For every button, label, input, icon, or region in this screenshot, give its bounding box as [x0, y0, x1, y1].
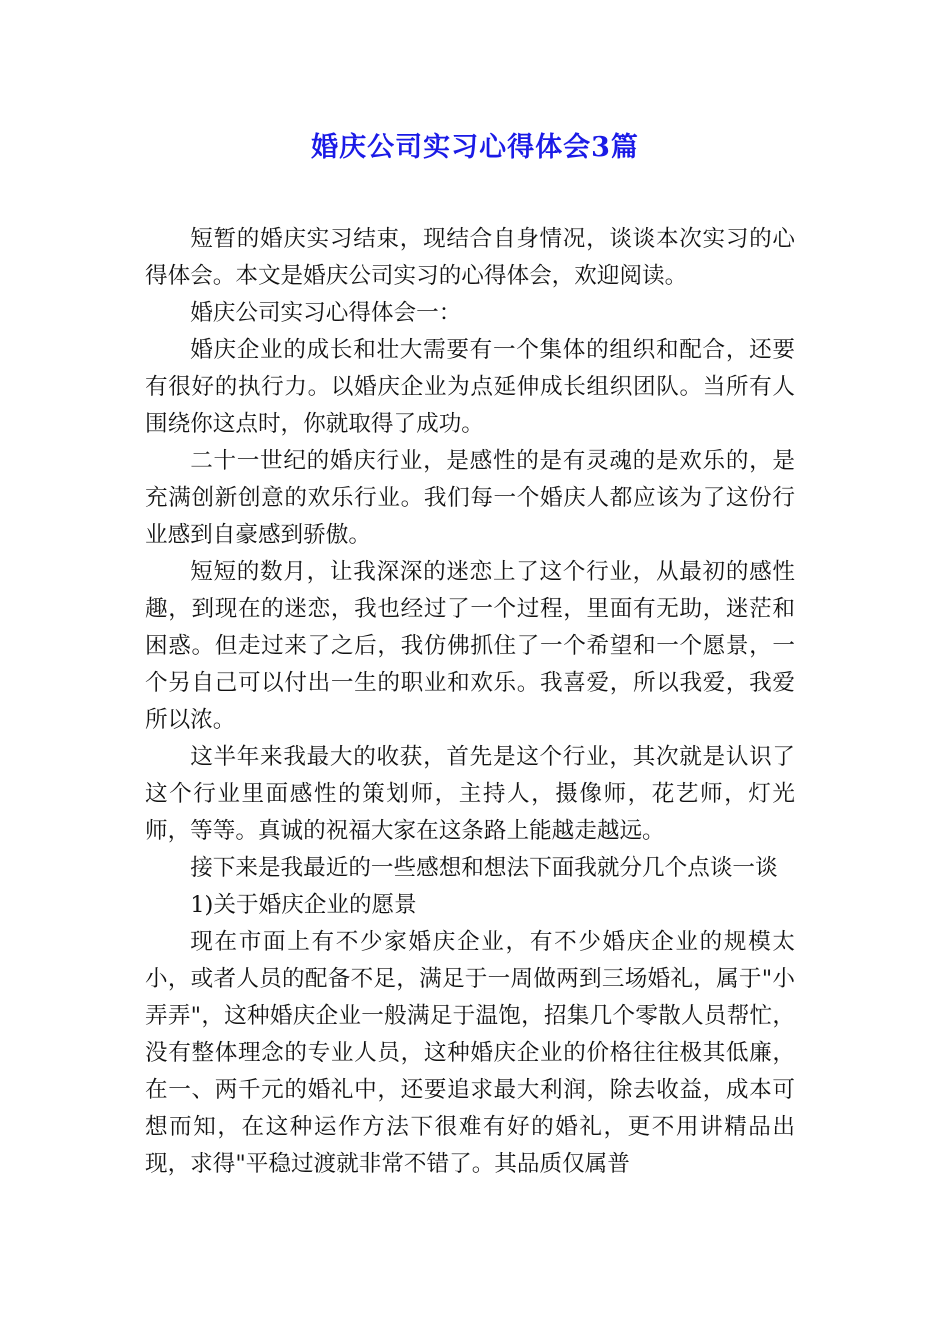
paragraph-section-heading: 婚庆公司实习心得体会一： — [190, 300, 462, 326]
paragraph: 短短的数月，让我深深的迷恋上了这个行业，从最初的感性趣，到现在的迷恋，我也经过了一个过程，里面有无助，迷茫和困惑。但走过来了之后，我仿佛抓住了一个希望和一个愿景，一个另自己可以付出一生的职业和欢乐。我喜爱，所以我爱，我爱所以浓。 — [145, 559, 795, 733]
paragraph: 接下来是我最近的一些感想和想法下面我就分几个点谈一谈 — [190, 855, 778, 881]
paragraph: 这半年来我最大的收获，首先是这个行业，其次就是认识了这个行业里面感性的策划师，主持人，摄像师，花艺师，灯光师，等等。真诚的祝福大家在这条路上能越走越远。 — [145, 744, 795, 844]
paragraph: 二十一世纪的婚庆行业，是感性的是有灵魂的是欢乐的，是充满创新创意的欢乐行业。我们每一个婚庆人都应该为了这份行业感到自豪感到骄傲。 — [145, 448, 795, 548]
paragraph: 婚庆企业的成长和壮大需要有一个集体的组织和配合，还要有很好的执行力。以婚庆企业为点延伸成长组织团队。当所有人围绕你这点时，你就取得了成功。 — [145, 337, 795, 437]
document-body — [145, 221, 795, 1183]
document-title: 婚庆公司实习心得体会3篇 — [311, 132, 639, 163]
paragraph-subheading: 1)关于婚庆企业的愿景 — [190, 892, 417, 918]
paragraph: 现在市面上有不少家婚庆企业，有不少婚庆企业的规模太小，或者人员的配备不足，满足于一周做两到三场婚礼，属于"小弄弄"，这种婚庆企业一般满足于温饱，招集几个零散人员帮忙，没有整体理念的专业人员，这种婚庆企业的价格往往极其低廉，在一、两千元的婚礼中，还要追求最大利润，除去收益，成本可想而知，在这种运作方法下很难有好的婚礼，更不用讲精品出现，求得"平稳过渡就非常不错了。其品质仅属普 — [145, 929, 795, 1177]
paragraph-intro: 短暂的婚庆实习结束，现结合自身情况，谈谈本次实习的心得体会。本文是婚庆公司实习的心得体会，欢迎阅读。 — [145, 226, 795, 289]
